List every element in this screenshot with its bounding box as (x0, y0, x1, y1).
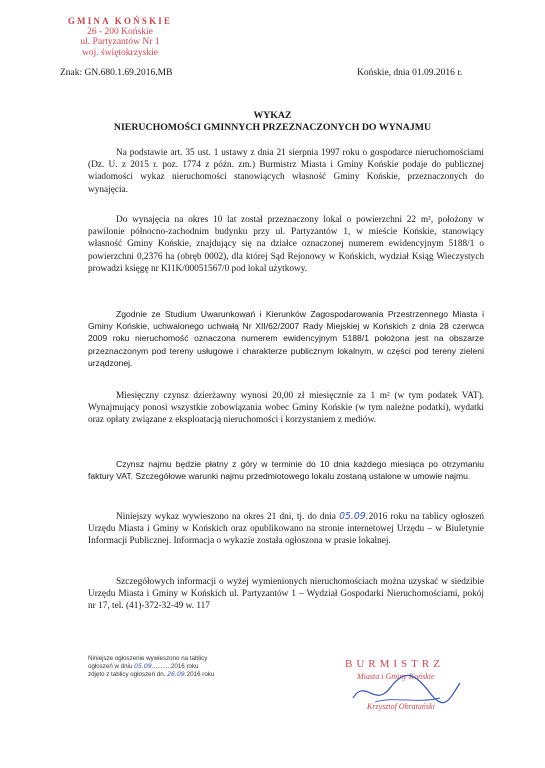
document-title: WYKAZ (253, 110, 292, 121)
signature-name: Krzysztof Obratański (367, 702, 435, 711)
handwritten-posted-date: 05.09. (134, 663, 154, 670)
stamp-line-1: GMINA KOŃSKIE (67, 16, 173, 26)
paragraph-legal-basis: Na podstawie art. 35 ust. 1 ustawy z dnia 21 sierpnia 1997 roku o gospodarce nieruchomościami (Dz. U. z 2015 r. poz. 1774 z późn. zm.) Burmistrz Miasta i Gminy Końskie podaje do publicznej wiadomości wykaz nieruchomości stanowiących własność Gminy Końskie, przeznaczonych do wynajęcia. (88, 148, 484, 195)
municipality-stamp (60, 16, 180, 58)
posting-note-line-2: ogłoszeń w dniu 05.09...........2016 roku (88, 663, 199, 670)
mayor-signature-stamp (345, 658, 465, 718)
paragraph-payment-terms: Czynsz najmu będzie płatny z góry w terminie do 10 dnia każdego miesiąca po otrzymaniu faktury VAT. Szczegółowe warunki najmu przedmiotowego lokalu zostaną ustalone w umowie najmu. (88, 459, 484, 482)
handwritten-date: 05.09. (339, 511, 369, 522)
stamp-line-4: woj. świętokrzyskie (82, 47, 158, 58)
paragraph-publication (88, 511, 484, 548)
posting-note-line-3: zdjęto z tablicy ogłoszeń dn. 26.09.2016 roku (88, 671, 215, 678)
publication-text-end: 2016 roku na tablicy ogłoszeń Urzędu Miasta i Gminy w Końskich oraz opublikowano na stronie internetowej Urzędu – w Biuletynie Informacji Publicznej. Informacja o wykazie została ogłoszona w prasie lokalnej. (88, 512, 484, 547)
stamp-line-3: ul. Partyzantów Nr 1 (80, 37, 160, 47)
reference-number: Znak: GN.680.1.69.2016.MB (60, 68, 173, 78)
document-subtitle: NIERUCHOMOŚCI GMINNYCH PRZEZNACZONYCH DO WYNAJMU (113, 122, 432, 133)
posting-note (88, 655, 214, 679)
posting-note-line-1: Niniejsze ogłoszenie wywieszono na tablicy (88, 655, 208, 662)
handwritten-removed-date: 26.09. (167, 671, 187, 678)
paragraph-zoning: Zgodnie ze Studium Uwarunkowań i Kierunków Zagospodarowania Przestrzennego Miasta i Gminy Końskie, uchwalonego uchwałą Nr XII/62/2007 Rady Miejskiej w Końskich z dnia 28 czerwca 2009 roku nieruchomość oznaczona numerem ewidencyjnym 5188/1 położona jest na obszarze przeznaczonym pod tereny usługowe i charakterze publicznym lokalnym, w części pod tereny zieleni urządzonej. (88, 309, 484, 368)
publication-text-start: Niniejszy wykaz wywieszono na okres 21 dni, tj. do dnia (116, 512, 340, 522)
stamp-line-2: 26 - 200 Końskie (87, 26, 153, 37)
paragraph-contact-info: Szczegółowych informacji o wyżej wymienionych nieruchomościach można uzyskać w siedzibie Urzędu Miasta i Gminy w Końskich ul. Partyzantów 1 – Wydział Gospodarki Nieruchomościami, pokój nr 17, tel. (41)-372-32-49 w. 117 (88, 577, 484, 612)
paragraph-rent: Miesięczny czynsz dzierżawny wynosi 20,00 zł miesięcznie za 1 m² (w tym podatek VAT). Wynajmujący ponosi wszystkie zobowiązania wobec Gminy Końskie (w tym należne podatki), wydatki oraz opłaty związane z eksploatacją nieruchomości i korzystaniem z mediów. (88, 391, 484, 426)
document-date: Końskie, dnia 01.09.2016 r. (357, 68, 463, 78)
signature-subtitle: Miasta i Gminy Końskie (357, 672, 435, 681)
signature-title: BURMISTRZ (345, 658, 444, 670)
paragraph-property-description: Do wynajęcia na okres 10 lat został przeznaczony lokal o powierzchni 22 m², położony w pawilonie północno-zachodnim budynku przy ul. Partyzantów 1, w mieście Końskie, stanowiący własność Gminy Końskie, znajdujący się na działce oznaczonej numerem ewidencyjnym 5188/1 o powierzchni 0,2376 ha (obręb 0002), dla której Sąd Rejonowy w Końskich, wydział Ksiąg Wieczystych prowadzi księgę nr KI1K/00051567/0 pod lokal użytkowy. (88, 215, 484, 274)
